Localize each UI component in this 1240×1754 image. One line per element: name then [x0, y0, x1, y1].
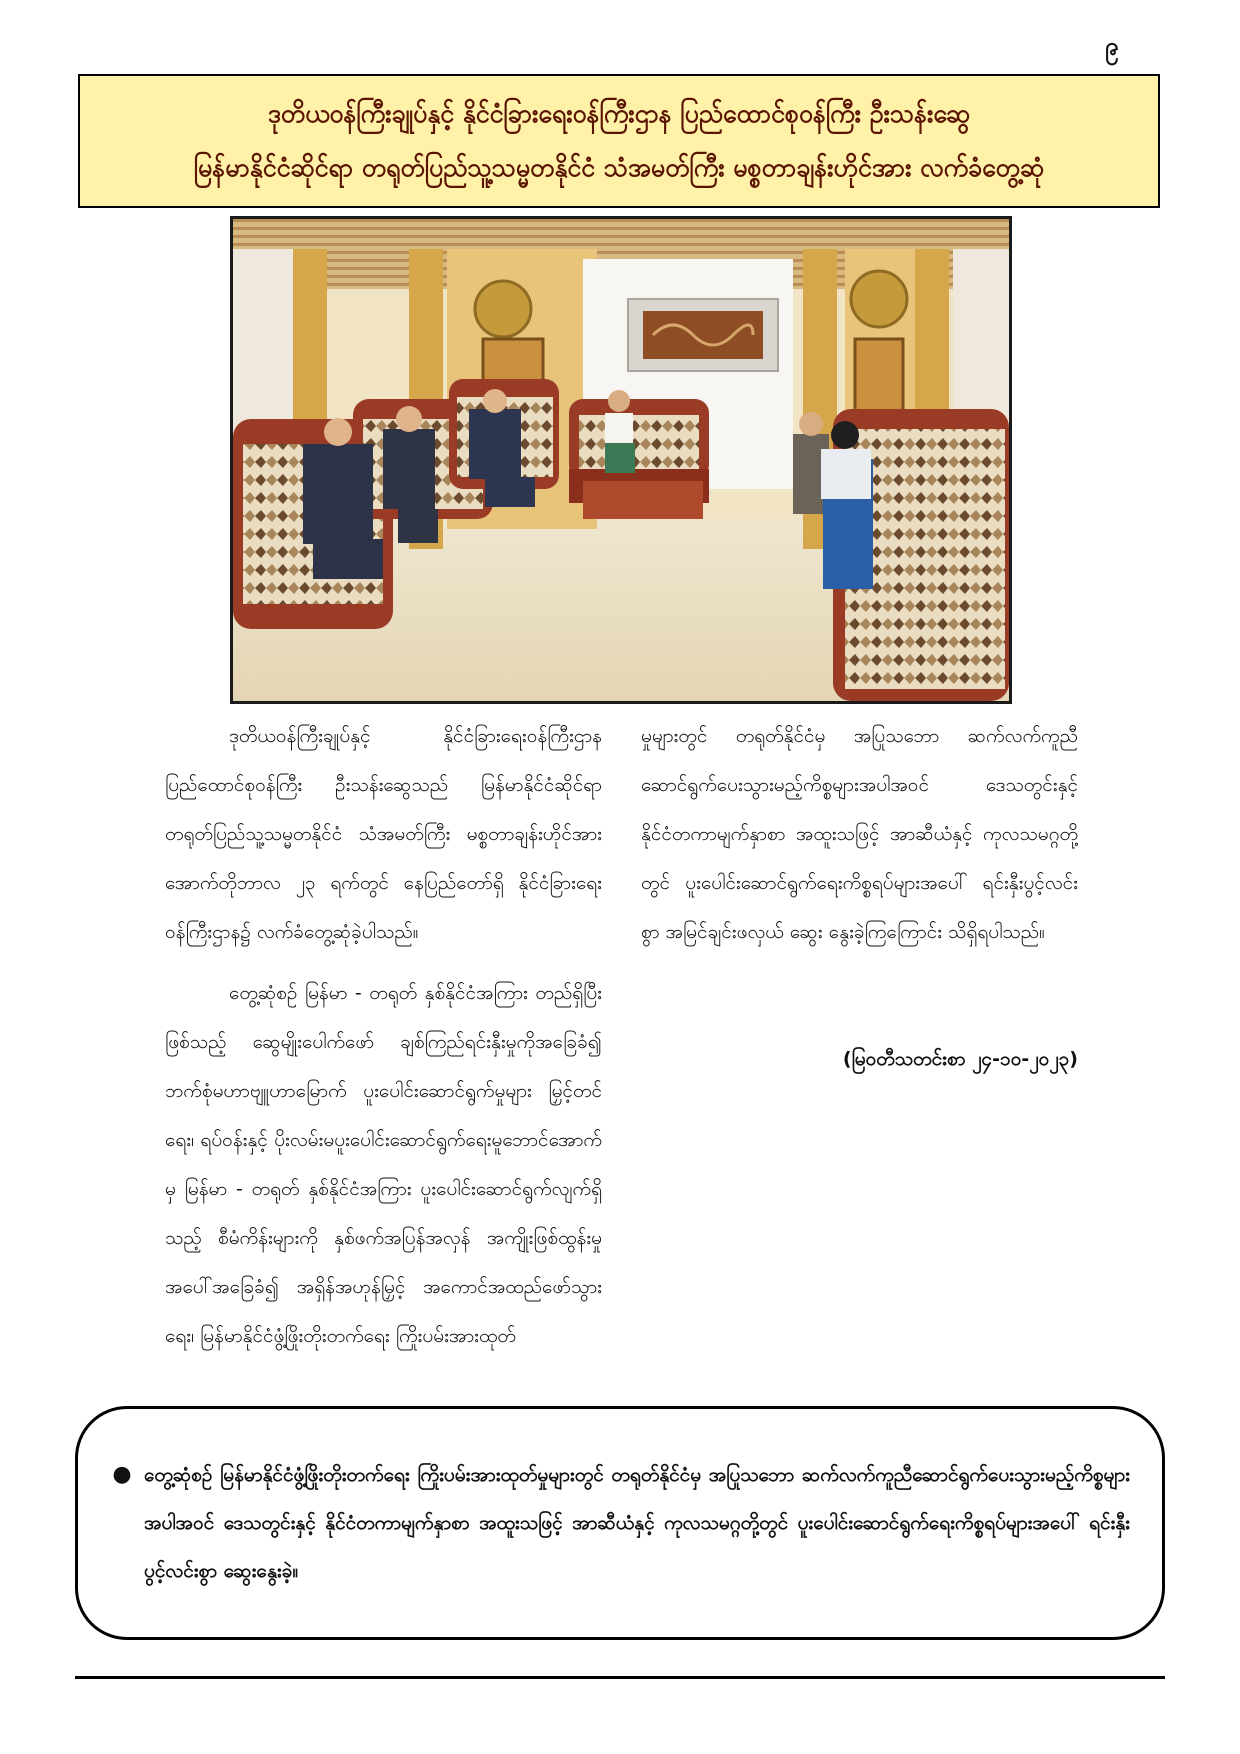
bullet-icon: ● — [112, 1462, 132, 1487]
body-column-left — [165, 712, 602, 1373]
summary-text: တွေ့ဆုံစဉ် မြန်မာနိုင်ငံဖွံ့ဖြိုးတိုးတက်ရေး ကြိုးပမ်းအားထုတ်မှုများတွင် တရုတ်နိုင်ငံမှ အပြုသဘော ဆက်လက်ကူညီဆောင်ရွက်ပေးသွားမည့်ကိစ္စများအပါအဝင် ဒေသတွင်းနှင့် နိုင်ငံတကာမျက်နှာစာ အထူးသဖြင့် အာဆီယံနှင့် ကုလသမဂ္ဂတို့တွင် ပူးပေါင်းဆောင်ရွက်ရေးကိစ္စရပ်များအပေါ် ရင်းနှီးပွင့်လင်းစွာ ဆွေးနွေးခဲ့။ — [144, 1464, 1130, 1582]
body-paragraph-1: ဒုတိယဝန်ကြီးချုပ်နှင့် နိုင်ငံခြားရေးဝန်ကြီးဌာန ပြည်ထောင်စုဝန်ကြီး ဦးသန်းဆွေသည် မြန်မာနိုင်ငံဆိုင်ရာ တရုတ်ပြည်သူ့သမ္မတနိုင်ငံ သံအမတ်ကြီး မစ္စတာချန်းဟိုင်အား အောက်တိုဘာလ ၂၃ ရက်တွင် နေပြည်တော်ရှိ နိုင်ငံခြားရေးဝန်ကြီးဌာန၌ လက်ခံတွေ့ဆုံခဲ့ပါသည်။ — [165, 725, 602, 943]
summary-box — [75, 1406, 1165, 1640]
body-column-right — [641, 712, 1078, 1079]
body-paragraph-2: တွေ့ဆုံစဉ် မြန်မာ - တရုတ် နှစ်နိုင်ငံအကြား တည်ရှိပြီးဖြစ်သည့် ဆွေမျိုးပေါက်ဖော် ချစ်ကြည်ရင်းနှီးမှုကိုအခြေခံ၍ ဘက်စုံမဟာဗျူဟာမြောက် ပူးပေါင်းဆောင်ရွက်မှုများ မြှင့်တင်ရေး၊ ရပ်ဝန်းနှင့် ပိုးလမ်းမပူးပေါင်းဆောင်ရွက်ရေးမူဘောင်အောက်မှ မြန်မာ - တရုတ် နှစ်နိုင်ငံအကြား ပူးပေါင်းဆောင်ရွက်လျက်ရှိသည့် စီမံကိန်းများကို နှစ်ဖက်အပြန်အလှန် အကျိုးဖြစ်ထွန်းမှုအပေါ်အခြေခံ၍ အရှိန်အဟုန်မြှင့် အကောင်အထည်ဖော်သွားရေး၊ မြန်မာနိုင်ငံဖွံ့ဖြိုးတိုးတက်ရေး ကြိုးပမ်းအားထုတ် — [165, 982, 602, 1347]
meeting-photo-illustration — [233, 219, 1009, 701]
page-number: ၉ — [1105, 32, 1119, 60]
body-paragraph-3: မှုများတွင် တရုတ်နိုင်ငံမှ အပြုသဘော ဆက်လက်ကူညီဆောင်ရွက်ပေးသွားမည့်ကိစ္စများအပါအဝင် ဒေသတွင်းနှင့် နိုင်ငံတကာမျက်နှာစာ အထူးသဖြင့် အာဆီယံနှင့် ကုလသမဂ္ဂတို့တွင် ပူးပေါင်းဆောင်ရွက်ရေးကိစ္စရပ်များအပေါ် ရင်းနှီးပွင့်လင်းစွာ အမြင်ချင်းဖလှယ် ဆွေး နွေးခဲ့ကြကြောင်း သိရှိရပါသည်။ — [641, 725, 1078, 943]
meeting-photo — [230, 216, 1012, 704]
headline-line-1: ဒုတိယဝန်ကြီးချုပ်နှင့် နိုင်ငံခြားရေးဝန်ကြီးဌာန ပြည်ထောင်စုဝန်ကြီး ဦးသန်းဆွေ — [267, 99, 971, 128]
bottom-divider — [75, 1676, 1165, 1679]
headline-box — [78, 74, 1160, 208]
summary-bullet-item — [100, 1451, 1130, 1595]
headline-line-2: မြန်မာနိုင်ငံဆိုင်ရာ တရုတ်ပြည်သူ့သမ္မတနိုင်ငံ သံအမတ်ကြီး မစ္စတာချန်းဟိုင်အား လက်ခံတွေ့ဆုံ — [193, 153, 1045, 182]
dateline: (မြဝတီသတင်းစာ ၂၄-၁၀-၂၀၂၃) — [842, 1048, 1078, 1070]
